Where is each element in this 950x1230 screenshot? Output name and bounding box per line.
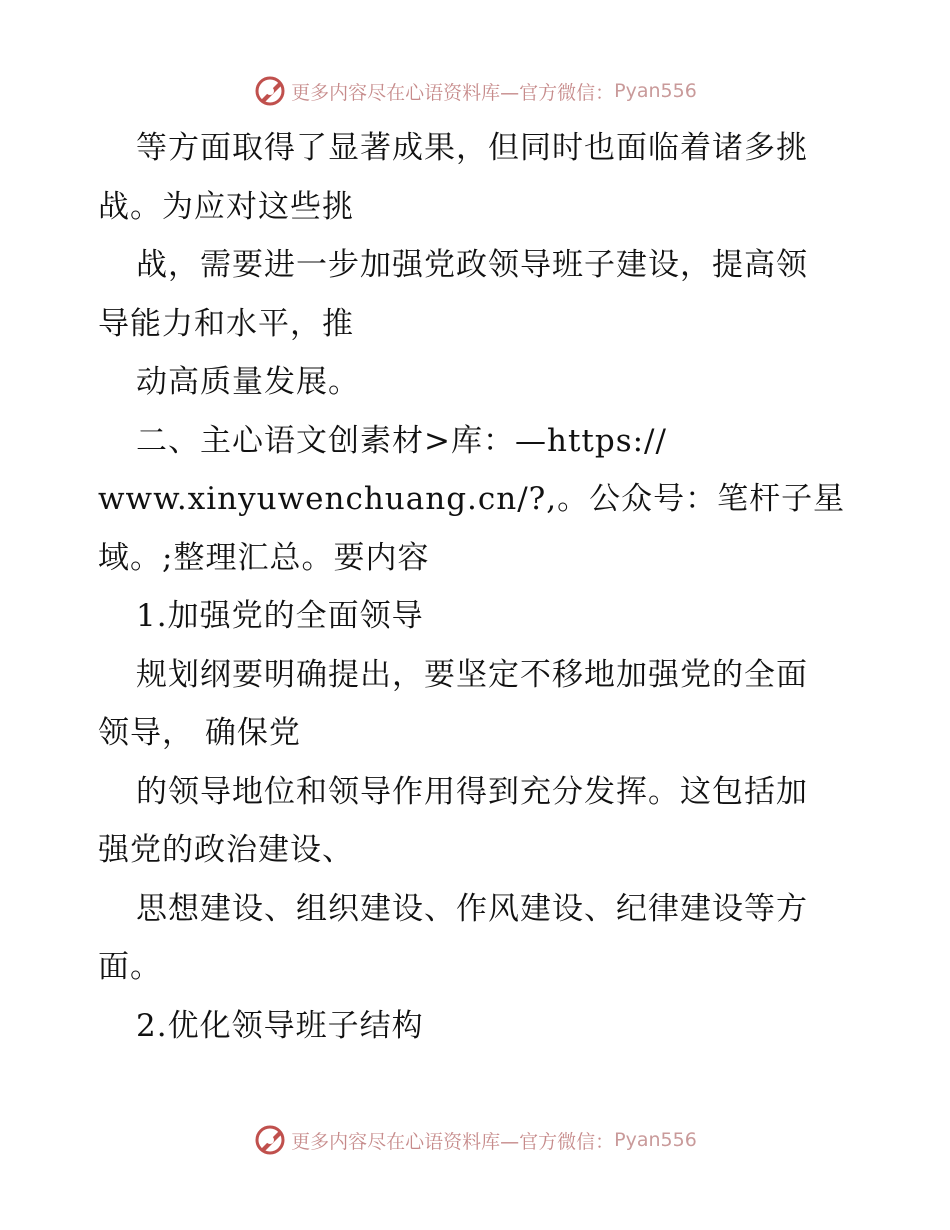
watermark-text: 更多内容尽在心语资料库—官方微信： — [291, 81, 615, 104]
text-line: 强党的政治建设、 — [98, 832, 354, 868]
text-line: www.xinyuwenchuang.cn/?,。公众号：笔杆子星 — [98, 481, 846, 517]
text-line: 的领导地位和领导作用得到充分发挥。这包括加 — [136, 773, 808, 810]
watermark-wechat-id: Pyan556 — [614, 1129, 697, 1151]
text-line: 等方面取得了显著成果，但同时也面临着诸多挑 — [136, 130, 808, 166]
text-line: 2.优化领导班子结构 — [136, 1007, 424, 1044]
document-body — [98, 119, 858, 1055]
watermark-text: 更多内容尽在心语资料库—官方微信： — [291, 1130, 615, 1153]
text-line: 规划纲要明确提出，要坚定不移地加强党的全面 — [136, 656, 808, 693]
text-line: 1.加强党的全面领导 — [136, 598, 424, 634]
header-watermark — [0, 71, 950, 111]
pen-logo-icon — [253, 74, 287, 108]
text-line: 领导， 确保党 — [98, 715, 301, 751]
text-line: 战。为应对这些挑 — [98, 188, 354, 225]
text-line: 域。;整理汇总。要内容 — [98, 539, 430, 576]
text-line: 导能力和水平，推 — [98, 305, 354, 342]
footer-watermark — [0, 1120, 950, 1160]
text-line: 动高质量发展。 — [136, 364, 360, 400]
text-line: 二、主心语文创素材>库：—https:// — [136, 422, 667, 459]
text-line: 思想建设、组织建设、作风建设、纪律建设等方 — [136, 890, 808, 927]
watermark-wechat-id: Pyan556 — [614, 80, 697, 102]
text-line: 战，需要进一步加强党政领导班子建设，提高领 — [136, 247, 808, 283]
pen-logo-icon — [253, 1123, 287, 1157]
text-line: 面。 — [98, 949, 162, 985]
